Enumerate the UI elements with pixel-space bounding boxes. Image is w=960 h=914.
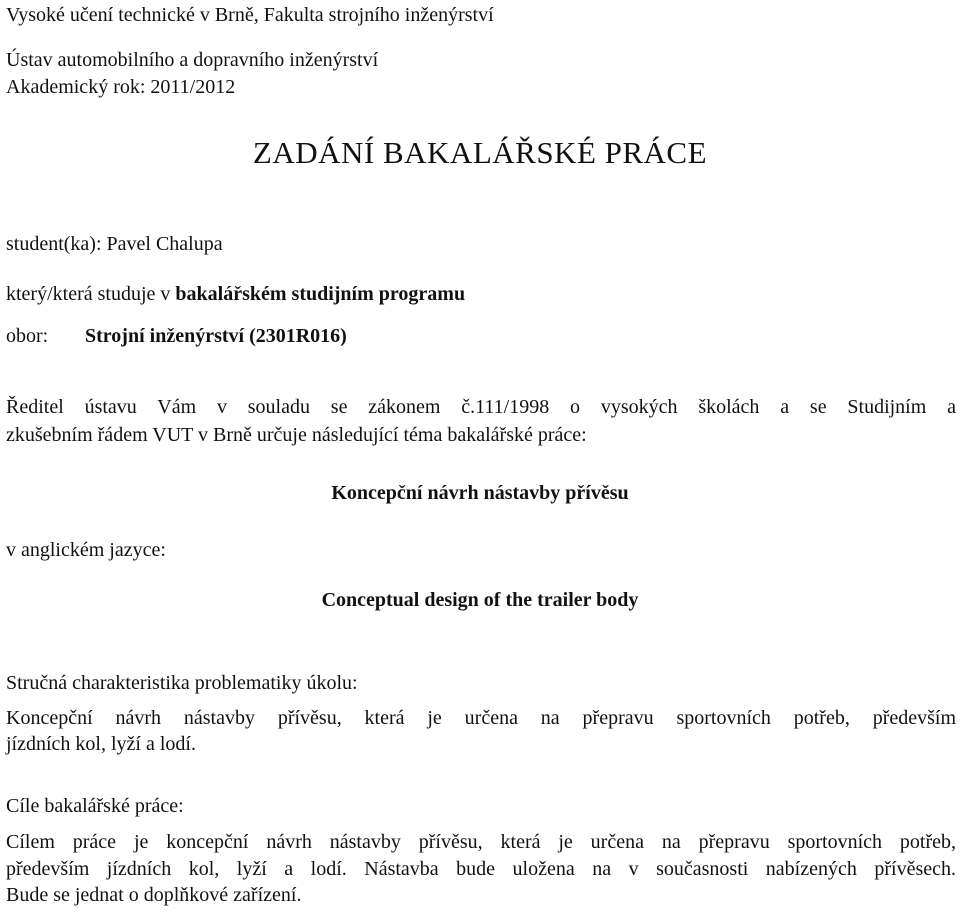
student-line bbox=[6, 231, 223, 257]
academic-year-line: Akademický rok: 2011/2012 bbox=[6, 76, 236, 98]
directive-line-2: zkušebním řádem VUT v Brně určuje následující téma bakalářské práce: bbox=[6, 424, 587, 446]
goals-line-2: především jízdních kol, lyží a lodí. Nástavba bude uložena na v současnosti nabízených přívěsech. bbox=[6, 858, 956, 880]
program-prefix: který/která studuje v bbox=[6, 283, 171, 305]
characteristics-line-1: Koncepční návrh nástavby přívěsu, která je určena na přepravu sportovních potřeb, především bbox=[6, 707, 956, 729]
field-value: Strojní inženýrství (2301R016) bbox=[85, 325, 347, 347]
field-label: obor: bbox=[6, 325, 49, 347]
student-name: Pavel Chalupa bbox=[106, 233, 223, 255]
program-value: bakalářském studijním programu bbox=[175, 283, 466, 305]
institution-line: Vysoké učení technické v Brně, Fakulta strojního inženýrství bbox=[6, 4, 494, 26]
field-line bbox=[6, 323, 347, 349]
student-label: student(ka): bbox=[6, 233, 102, 255]
english-label: v anglickém jazyce: bbox=[6, 539, 166, 561]
topic-czech: Koncepční návrh nástavby přívěsu bbox=[331, 482, 629, 504]
topic-english: Conceptual design of the trailer body bbox=[321, 589, 639, 611]
directive-line-1: Ředitel ústavu Vám v souladu se zákonem č.111/1998 o vysokých školách a se Studijním a bbox=[6, 396, 956, 418]
document-title: ZADÁNÍ BAKALÁŘSKÉ PRÁCE bbox=[252, 135, 708, 170]
goals-heading: Cíle bakalářské práce: bbox=[6, 795, 184, 817]
characteristics-line-2: jízdních kol, lyží a lodí. bbox=[6, 733, 196, 755]
program-line bbox=[6, 281, 465, 307]
characteristics-heading: Stručná charakteristika problematiky úkolu: bbox=[6, 672, 358, 694]
goals-line-1: Cílem práce je koncepční návrh nástavby přívěsu, která je určena na přepravu sportovních potřeb, bbox=[6, 831, 956, 853]
department-line: Ústav automobilního a dopravního inženýrství bbox=[6, 49, 379, 71]
goals-line-3: Bude se jednat o doplňkové zařízení. bbox=[6, 884, 302, 906]
